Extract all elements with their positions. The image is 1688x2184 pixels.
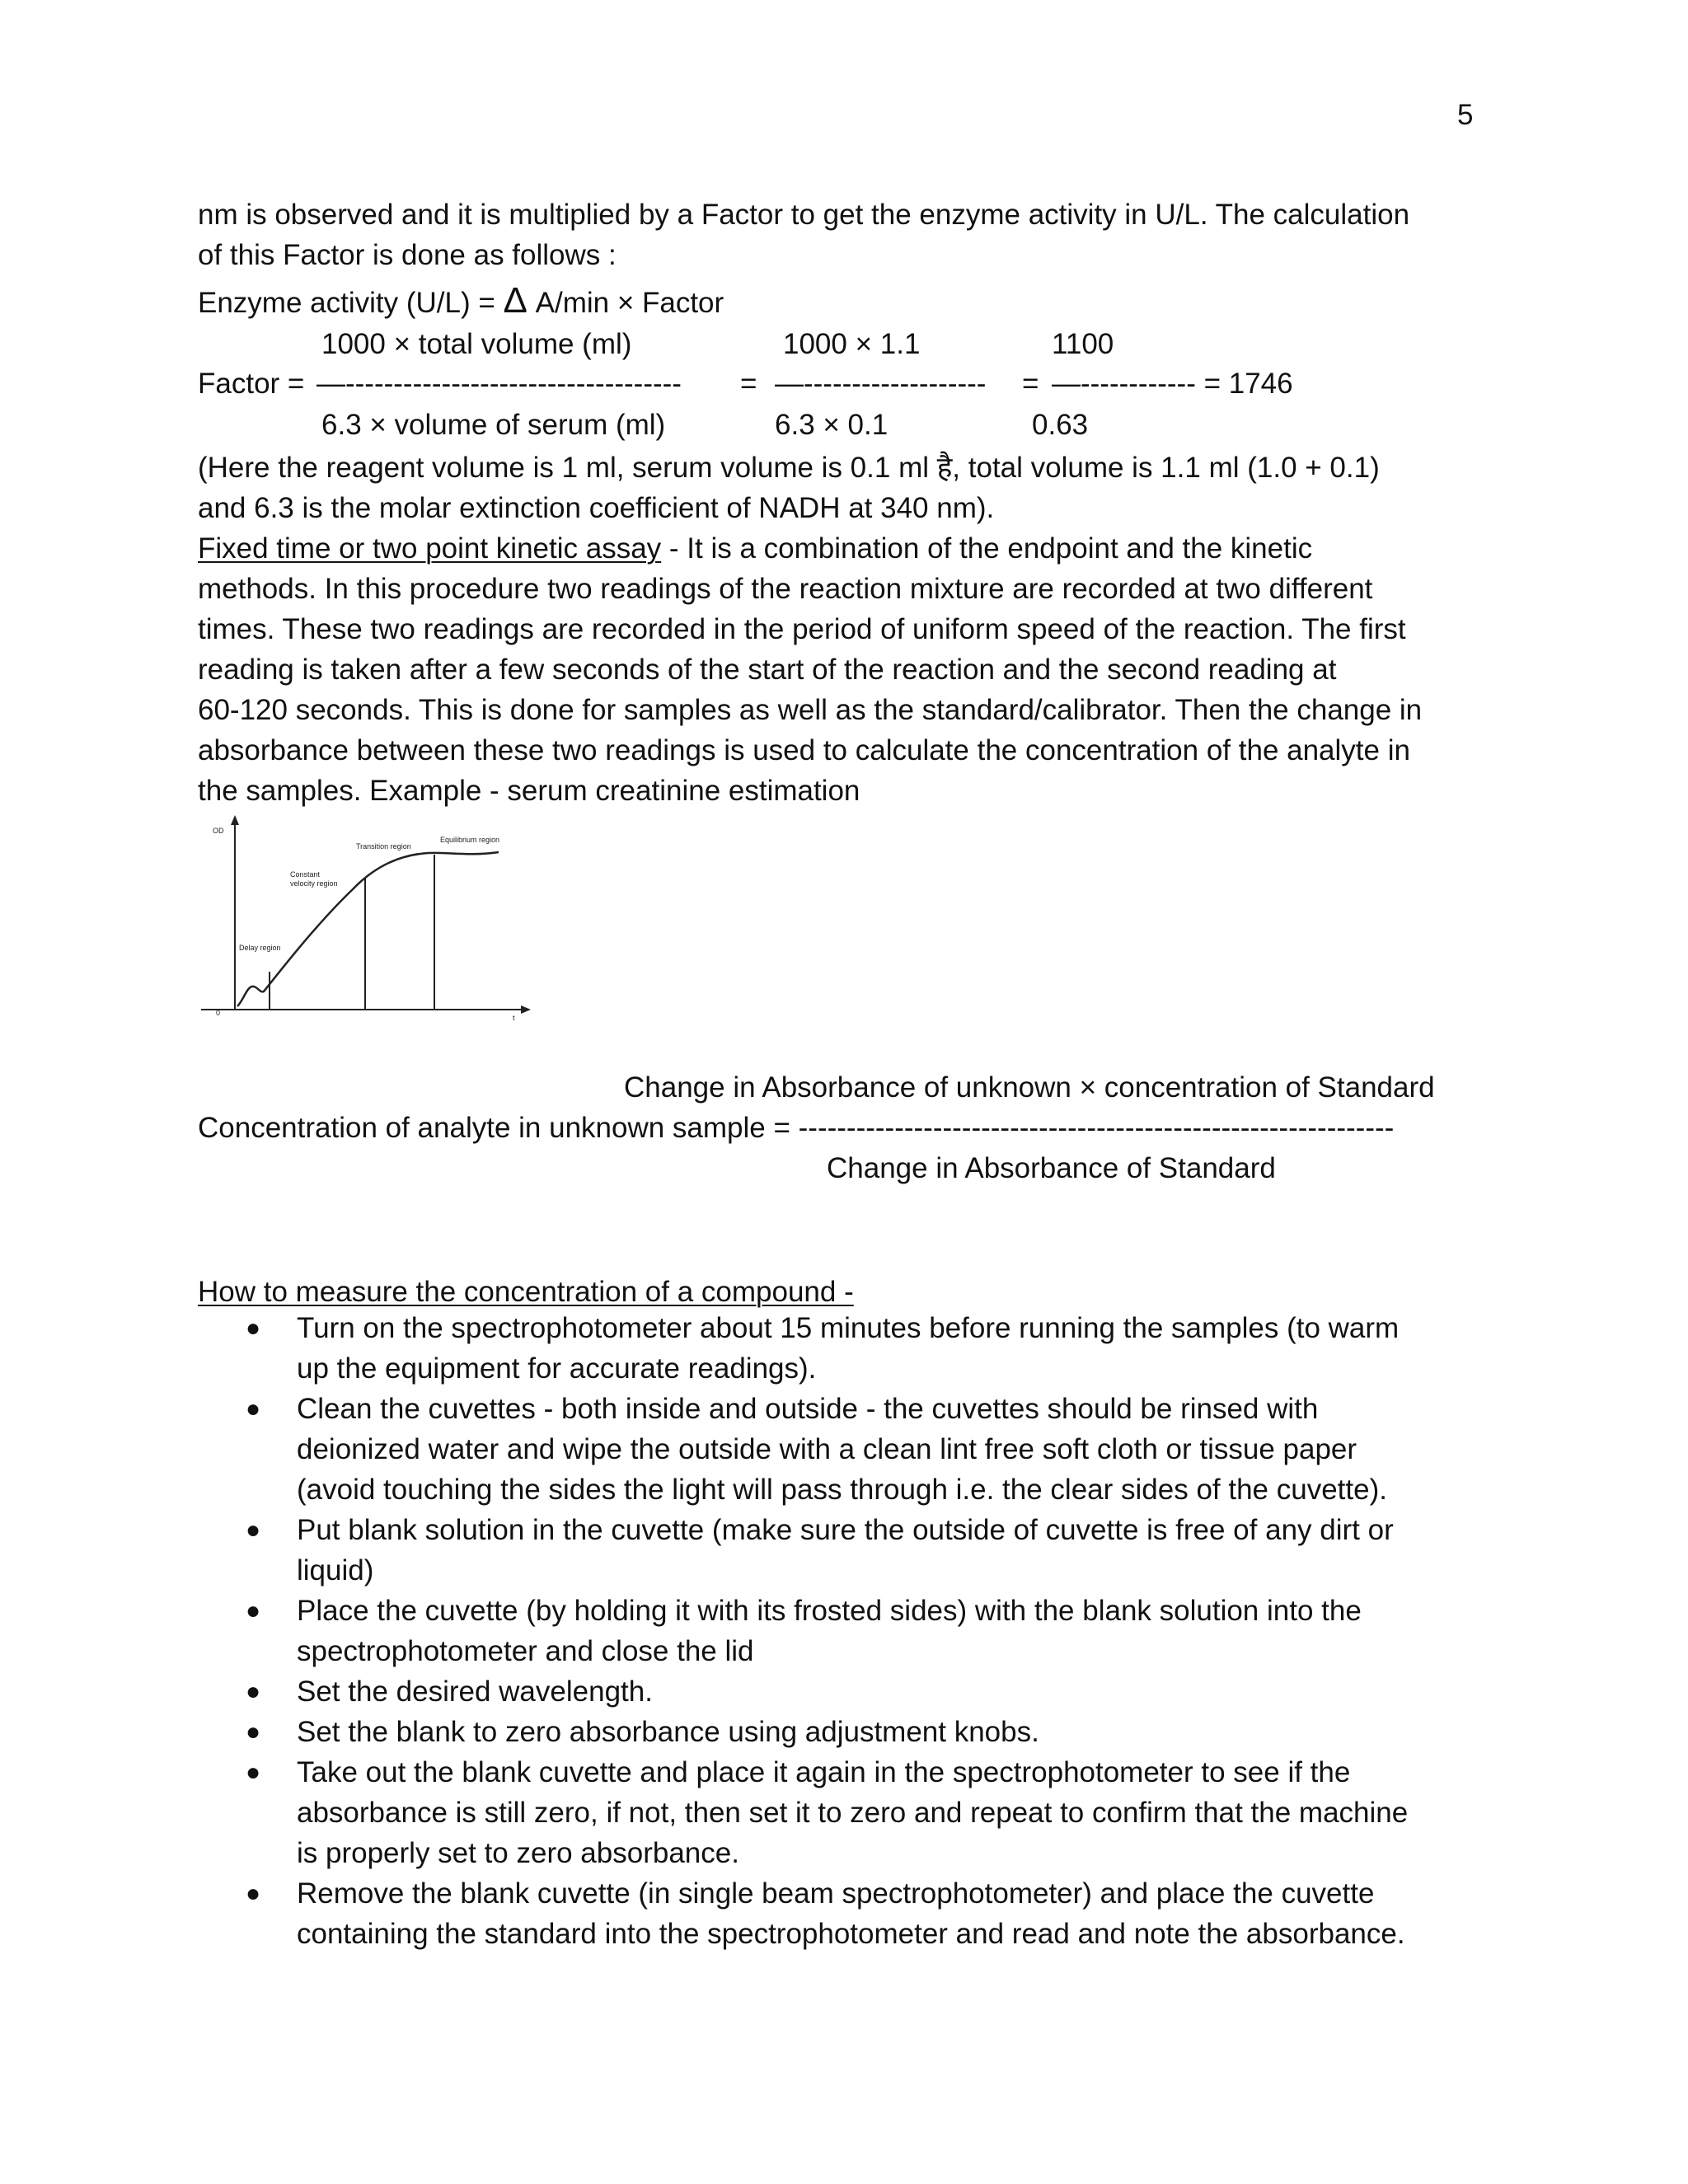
concentration-fraction-bar: --------------------------------------------------------------: [798, 1112, 1395, 1144]
paragraph-line: times. These two readings are recorded in the period of uniform speed of the reaction. The first: [198, 613, 1406, 645]
list-item: Remove the blank cuvette (in single beam spectrophotometer) and place the cuvette: [297, 1877, 1375, 1910]
list-item: up the equipment for accurate readings).: [297, 1352, 817, 1385]
factor-label: Factor =: [198, 368, 313, 400]
factor-denominator-3: 0.63: [1032, 409, 1089, 441]
list-item: Set the desired wavelength.: [297, 1675, 653, 1708]
factor-fraction-bar-1: —-----------------------------------: [316, 368, 682, 400]
bullet: ●: [246, 1315, 261, 1342]
list-item: Set the blank to zero absorbance using adjustment knobs.: [297, 1716, 1039, 1748]
list-item: deionized water and wipe the outside with a clean lint free soft cloth or tissue paper: [297, 1433, 1357, 1465]
bullet: ●: [246, 1678, 261, 1705]
y-axis-label: OD: [213, 827, 224, 835]
formula-left: Enzyme activity (U/L) =: [198, 287, 504, 319]
list-item: containing the standard into the spectrophotometer and read and note the absorbance.: [297, 1918, 1405, 1950]
delta-symbol: Δ: [503, 280, 528, 321]
factor-fraction-bar-2: —-------------------: [775, 368, 987, 400]
reaction-curve-figure: [190, 812, 544, 1022]
factor-numerator-2: 1000 × 1.1: [783, 328, 921, 360]
fixed-time-heading: Fixed time or two point kinetic assay: [198, 532, 662, 565]
factor-fraction-bar-3: —------------ = 1746: [1052, 368, 1293, 400]
paragraph-line: 60-120 seconds. This is done for samples as well as the standard/calibrator. Then the change in: [198, 694, 1423, 726]
delay-region-label: Delay region: [239, 944, 281, 952]
list-item: liquid): [297, 1554, 374, 1586]
concentration-numerator: Change in Absorbance of unknown × concentration of Standard: [624, 1071, 1435, 1104]
transition-region-label: Transition region: [356, 842, 411, 851]
list-item: (avoid touching the sides the light will pass through i.e. the clear sides of the cuvette).: [297, 1474, 1387, 1506]
factor-equals-1: =: [740, 368, 757, 400]
factor-equals-2: =: [1022, 368, 1039, 400]
list-item: is properly set to zero absorbance.: [297, 1837, 739, 1869]
paragraph-line: reading is taken after a few seconds of the start of the reaction and the second reading at: [198, 654, 1337, 686]
paragraph-line: (Here the reagent volume is 1 ml, serum volume is 0.1 ml है, total volume is 1.1 ml (1.0 + 0.1): [198, 452, 1380, 484]
paragraph-line: absorbance between these two readings is used to calculate the concentration of the analyte in: [198, 734, 1410, 766]
paragraph-line: and 6.3 is the molar extinction coefficient of NADH at 340 nm).: [198, 492, 995, 524]
list-item: Clean the cuvettes - both inside and outside - the cuvettes should be rinsed with: [297, 1393, 1319, 1425]
origin-label: 0: [216, 1009, 221, 1017]
bullet: ●: [246, 1880, 261, 1907]
equilibrium-region-label: Equilibrium region: [440, 836, 500, 844]
x-axis-label: t: [513, 1014, 515, 1022]
page-number: 5: [1457, 99, 1474, 131]
concentration-label: Concentration of analyte in unknown sample =: [198, 1112, 799, 1144]
bullet: ●: [246, 1759, 261, 1786]
measure-heading: How to measure the concentration of a compound -: [198, 1276, 854, 1308]
fixed-time-first-line: [198, 528, 1312, 569]
bullet: ●: [246, 1597, 261, 1624]
bullet: ●: [246, 1516, 261, 1544]
list-item: absorbance is still zero, if not, then set it to zero and repeat to confirm that the machine: [297, 1797, 1409, 1829]
constant-velocity-label-1: Constant: [290, 870, 321, 879]
list-item: spectrophotometer and close the lid: [297, 1635, 754, 1667]
enzyme-activity-formula: [198, 280, 724, 323]
x-axis-arrow: [521, 1005, 531, 1014]
concentration-denominator: Change in Absorbance of Standard: [827, 1152, 1276, 1184]
concentration-formula-line: [198, 1112, 1394, 1145]
constant-velocity-label-2: velocity region: [290, 879, 338, 888]
list-item: Take out the blank cuvette and place it again in the spectrophotometer to see if the: [297, 1756, 1351, 1788]
paragraph-line: of this Factor is done as follows :: [198, 239, 617, 271]
list-item: Put blank solution in the cuvette (make sure the outside of cuvette is free of any dirt or: [297, 1514, 1394, 1546]
factor-numerator-1: 1000 × total volume (ml): [321, 328, 632, 360]
factor-denominator-1: 6.3 × volume of serum (ml): [321, 409, 666, 441]
reaction-curve: [237, 852, 499, 1006]
factor-denominator-2: 6.3 × 0.1: [775, 409, 889, 441]
bullet: ●: [246, 1395, 261, 1422]
list-item: Place the cuvette (by holding it with its frosted sides) with the blank solution into the: [297, 1595, 1362, 1627]
paragraph-line: the samples. Example - serum creatinine estimation: [198, 775, 860, 807]
paragraph-line: nm is observed and it is multiplied by a Factor to get the enzyme activity in U/L. The calculation: [198, 199, 1410, 231]
y-axis-arrow: [231, 815, 239, 825]
fixed-time-first-line-rest: - It is a combination of the endpoint and the kinetic: [661, 532, 1313, 565]
list-item: Turn on the spectrophotometer about 15 minutes before running the samples (to warm: [297, 1312, 1400, 1344]
formula-right: A/min × Factor: [527, 287, 724, 319]
bullet: ●: [246, 1718, 261, 1746]
factor-numerator-3: 1100: [1052, 328, 1114, 360]
paragraph-line: methods. In this procedure two readings of the reaction mixture are recorded at two different: [198, 573, 1373, 605]
